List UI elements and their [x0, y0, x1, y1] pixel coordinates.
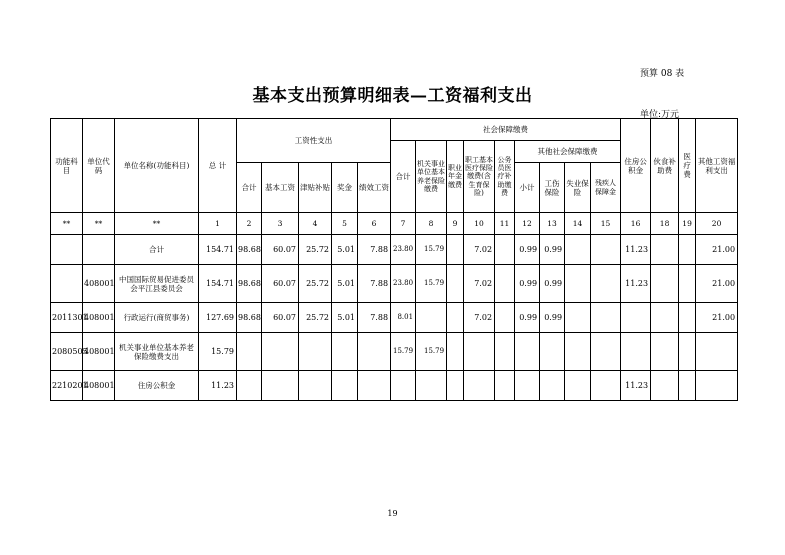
index-cell: 2: [237, 213, 262, 235]
table-row: [51, 371, 738, 401]
func-code-cell: 2080505: [51, 333, 83, 371]
header-meal: 伙食补助费: [651, 119, 679, 213]
value-cell: 25.72: [299, 265, 332, 303]
value-cell: [515, 333, 540, 371]
value-cell: [591, 333, 621, 371]
form-number: 预算 08 表: [640, 69, 685, 79]
header-unit-name: 单位名称(功能科目): [115, 119, 199, 213]
value-cell: 60.07: [262, 303, 299, 333]
value-cell: [262, 371, 299, 401]
value-cell: 0.99: [540, 265, 565, 303]
value-cell: [679, 371, 696, 401]
value-cell: [679, 333, 696, 371]
unit-label: 单位:万元: [640, 110, 680, 120]
value-cell: 60.07: [262, 265, 299, 303]
page-title: 基本支出预算明细表—工资福利支出: [252, 86, 533, 106]
value-cell: 0.99: [540, 235, 565, 265]
func-code-cell: 2011301: [51, 303, 83, 333]
index-cell: 16: [621, 213, 651, 235]
value-cell: [651, 303, 679, 333]
value-cell: [565, 303, 591, 333]
value-cell: [565, 333, 591, 371]
header-total: 总 计: [199, 119, 237, 213]
table-row: [51, 265, 738, 303]
unit-code-cell: [83, 235, 115, 265]
index-row: [51, 213, 738, 235]
func-code-cell: 2210201: [51, 371, 83, 401]
value-cell: [358, 371, 391, 401]
value-cell: 15.79: [391, 333, 416, 371]
value-cell: 5.01: [332, 235, 358, 265]
value-cell: [495, 371, 515, 401]
value-cell: [515, 371, 540, 401]
header-medical: 职工基本医疗保险缴费(含生育保险): [464, 141, 495, 213]
value-cell: [565, 265, 591, 303]
value-cell: [651, 235, 679, 265]
value-cell: 15.79: [199, 333, 237, 371]
index-cell: 15: [591, 213, 621, 235]
header-annuity: 职业年金缴费: [447, 141, 464, 213]
index-cell: 8: [416, 213, 447, 235]
value-cell: [495, 303, 515, 333]
value-cell: [447, 265, 464, 303]
unit-name-cell: 行政运行(商贸事务): [115, 303, 199, 333]
value-cell: 5.01: [332, 303, 358, 333]
header-medical-fee: 医疗费: [679, 119, 696, 213]
value-cell: [621, 333, 651, 371]
value-cell: 11.23: [621, 235, 651, 265]
value-cell: 23.80: [391, 265, 416, 303]
header-bonus: 奖金: [332, 163, 358, 213]
index-cell: 19: [679, 213, 696, 235]
value-cell: 25.72: [299, 235, 332, 265]
index-cell: 4: [299, 213, 332, 235]
value-cell: 15.79: [416, 333, 447, 371]
table-row: [51, 303, 738, 333]
unit-name-cell: 住房公积金: [115, 371, 199, 401]
value-cell: 7.88: [358, 303, 391, 333]
unit-code-cell: 408001: [83, 333, 115, 371]
unit-name-cell: 中国国际贸易促进委员会平江县委员会: [115, 265, 199, 303]
value-cell: [237, 333, 262, 371]
value-cell: [651, 265, 679, 303]
value-cell: 98.68: [237, 235, 262, 265]
value-cell: [565, 235, 591, 265]
func-code-cell: [51, 235, 83, 265]
value-cell: [447, 371, 464, 401]
header-pension: 机关事业单位基本养老保险缴费: [416, 141, 447, 213]
header-unemployment-insurance: 失业保险: [565, 163, 591, 213]
value-cell: [262, 333, 299, 371]
value-cell: [495, 265, 515, 303]
table-row: [51, 333, 738, 371]
value-cell: [696, 371, 738, 401]
value-cell: [651, 333, 679, 371]
value-cell: 7.02: [464, 265, 495, 303]
value-cell: 11.23: [621, 371, 651, 401]
index-cell: 10: [464, 213, 495, 235]
header-other-salary: 其他工资福利支出: [696, 119, 738, 213]
index-cell: 5: [332, 213, 358, 235]
func-code-cell: [51, 265, 83, 303]
unit-name-cell: 机关事业单位基本养老保险缴费支出: [115, 333, 199, 371]
header-injury-insurance: 工伤保险: [540, 163, 565, 213]
value-cell: [447, 235, 464, 265]
value-cell: [540, 371, 565, 401]
header-civil-medical: 公务员医疗补助缴费: [495, 141, 515, 213]
value-cell: 7.88: [358, 265, 391, 303]
value-cell: [332, 333, 358, 371]
header-performance: 绩效工资: [358, 163, 391, 213]
value-cell: [416, 371, 447, 401]
index-cell: 14: [565, 213, 591, 235]
value-cell: 7.02: [464, 303, 495, 333]
value-cell: [447, 333, 464, 371]
index-cell: **: [83, 213, 115, 235]
index-cell: 18: [651, 213, 679, 235]
value-cell: 21.00: [696, 235, 738, 265]
index-cell: 7: [391, 213, 416, 235]
value-cell: 5.01: [332, 265, 358, 303]
header-basic-salary: 基本工资: [262, 163, 299, 213]
value-cell: [621, 303, 651, 333]
value-cell: [679, 303, 696, 333]
value-cell: [495, 235, 515, 265]
value-cell: [679, 265, 696, 303]
value-cell: 23.80: [391, 235, 416, 265]
header-housing: 住房公积金: [621, 119, 651, 213]
value-cell: [237, 371, 262, 401]
value-cell: [651, 371, 679, 401]
value-cell: 15.79: [416, 265, 447, 303]
value-cell: [679, 235, 696, 265]
value-cell: 25.72: [299, 303, 332, 333]
value-cell: 0.99: [515, 265, 540, 303]
header-other-social-group: 其他社会保障缴费: [515, 141, 621, 163]
value-cell: 154.71: [199, 235, 237, 265]
value-cell: [332, 371, 358, 401]
page-number: 19: [387, 509, 398, 518]
header-func-code: 功能科目: [51, 119, 83, 213]
unit-code-cell: 408001: [83, 303, 115, 333]
value-cell: 8.01: [391, 303, 416, 333]
header-salary-total: 合计: [237, 163, 262, 213]
budget-table: [50, 118, 738, 401]
index-cell: 11: [495, 213, 515, 235]
value-cell: 98.68: [237, 265, 262, 303]
index-cell: 13: [540, 213, 565, 235]
header-row-1: [51, 119, 738, 141]
index-cell: 9: [447, 213, 464, 235]
table-row: [51, 235, 738, 265]
header-social-total: 合计: [391, 141, 416, 213]
unit-code-cell: 408001: [83, 371, 115, 401]
value-cell: [591, 235, 621, 265]
index-cell: 12: [515, 213, 540, 235]
value-cell: [464, 371, 495, 401]
value-cell: 0.99: [515, 235, 540, 265]
header-disability-fund: 残疾人保障金: [591, 163, 621, 213]
value-cell: [416, 303, 447, 333]
value-cell: [464, 333, 495, 371]
unit-name-cell: 合计: [115, 235, 199, 265]
value-cell: 11.23: [621, 265, 651, 303]
index-cell: 6: [358, 213, 391, 235]
value-cell: [696, 333, 738, 371]
value-cell: [299, 333, 332, 371]
value-cell: 7.88: [358, 235, 391, 265]
header-unit-code: 单位代码: [83, 119, 115, 213]
header-social-group: 社会保障缴费: [391, 119, 621, 141]
value-cell: [540, 333, 565, 371]
value-cell: 60.07: [262, 235, 299, 265]
value-cell: [565, 371, 591, 401]
value-cell: [495, 333, 515, 371]
value-cell: [299, 371, 332, 401]
value-cell: 11.23: [199, 371, 237, 401]
value-cell: [591, 371, 621, 401]
value-cell: 0.99: [540, 303, 565, 333]
value-cell: [391, 371, 416, 401]
value-cell: [591, 265, 621, 303]
value-cell: 127.69: [199, 303, 237, 333]
header-other-social-subtotal: 小计: [515, 163, 540, 213]
value-cell: 0.99: [515, 303, 540, 333]
header-allowance: 津贴补贴: [299, 163, 332, 213]
value-cell: 21.00: [696, 265, 738, 303]
unit-code-cell: 408001: [83, 265, 115, 303]
value-cell: [358, 333, 391, 371]
index-cell: 3: [262, 213, 299, 235]
value-cell: [591, 303, 621, 333]
value-cell: [447, 303, 464, 333]
index-cell: **: [115, 213, 199, 235]
value-cell: 98.68: [237, 303, 262, 333]
index-cell: 20: [696, 213, 738, 235]
value-cell: 15.79: [416, 235, 447, 265]
index-cell: **: [51, 213, 83, 235]
value-cell: 7.02: [464, 235, 495, 265]
value-cell: 154.71: [199, 265, 237, 303]
header-salary-group: 工资性支出: [237, 119, 391, 163]
value-cell: 21.00: [696, 303, 738, 333]
index-cell: 1: [199, 213, 237, 235]
